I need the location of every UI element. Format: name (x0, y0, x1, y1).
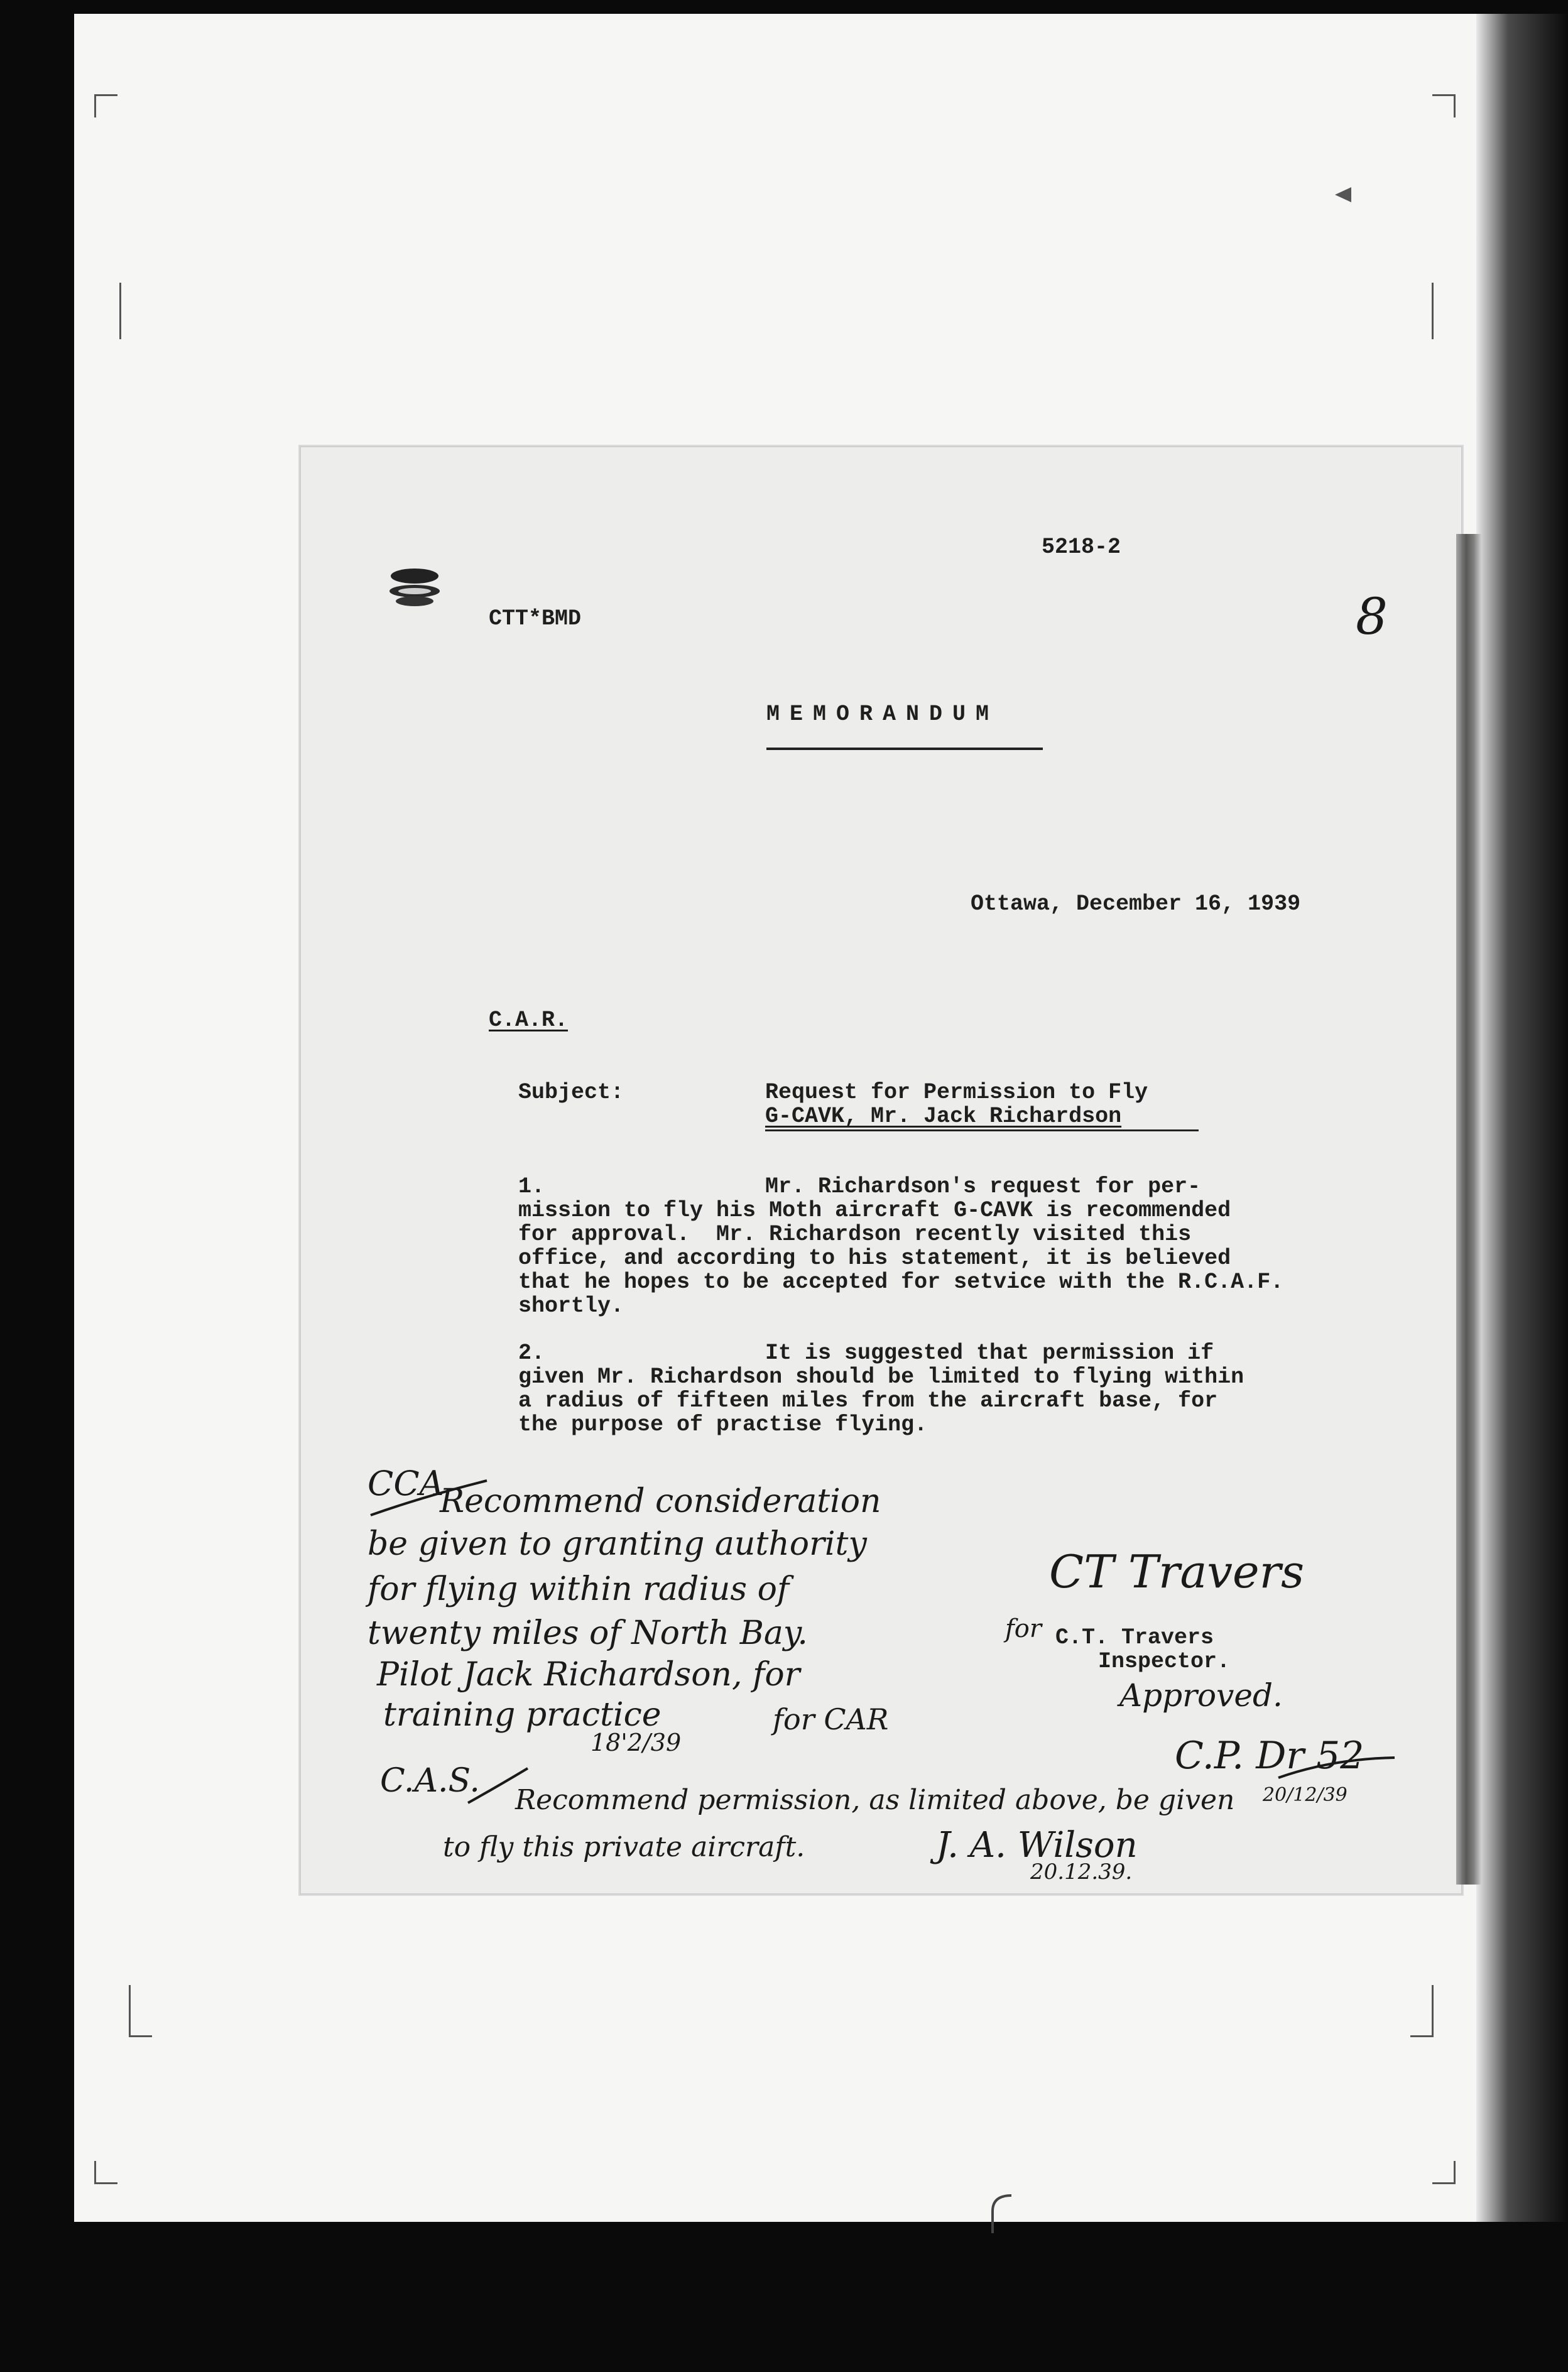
staple-hole-icon (386, 562, 443, 609)
memo-title-underline (766, 748, 1043, 750)
subject-underline-extension (765, 1129, 1199, 1131)
para1-line: for approval. Mr. Richardson recently visited this (518, 1222, 1192, 1247)
signature-second: C.P. Dr 52 (1175, 1734, 1364, 1778)
cas-line-2: to fly this private aircraft. (443, 1831, 805, 1863)
para1-line: Mr. Richardson's request for per- (765, 1174, 1201, 1199)
cca-line: twenty miles of North Bay. (368, 1614, 808, 1652)
subject-label: Subject: (518, 1080, 624, 1105)
crop-mark-bottom-right (1432, 2161, 1456, 2184)
per-mark: for (1005, 1614, 1042, 1643)
para1-number: 1. (518, 1174, 545, 1199)
crop-mark-right-mid (1410, 283, 1434, 339)
addressee: C.A.R. (489, 1008, 569, 1033)
cas-heading: C.A.S. (380, 1762, 480, 1800)
para1-line: mission to fly his Moth aircraft G-CAVK is recommended (518, 1198, 1231, 1223)
handwritten-page-mark: 8 (1356, 587, 1388, 646)
para2-line: It is suggested that permission if (765, 1341, 1214, 1366)
cca-line: training practice (383, 1696, 662, 1734)
file-number: 5218-2 (1042, 535, 1121, 560)
cca-line: be given to granting authority (368, 1525, 867, 1563)
crop-mark-left-mid (119, 283, 143, 339)
cca-heading: CCA (368, 1464, 444, 1503)
crop-mark-left-low (129, 1985, 152, 2037)
crop-mark-bottom-left (94, 2161, 117, 2184)
para1-line: shortly. (518, 1293, 624, 1319)
arrow-mark-icon (1335, 187, 1351, 202)
cca-line: Recommend consideration (440, 1482, 881, 1520)
cca-date: 18'2/39 (591, 1729, 682, 1756)
signature-travers: CT Travers (1049, 1545, 1305, 1598)
cas-signature-date: 20.12.39. (1030, 1859, 1133, 1885)
cca-line: for flying within radius of (368, 1570, 790, 1608)
crop-mark-right-low (1410, 1985, 1434, 2037)
cca-initials: for CAR (773, 1702, 889, 1736)
cas-date-right: 20/12/39 (1263, 1784, 1348, 1806)
para2-line: the purpose of practise flying. (518, 1412, 928, 1437)
memo-title: MEMORANDUM (766, 702, 999, 727)
crop-mark-top-left (94, 94, 117, 117)
bottom-scan-mark (980, 2192, 1018, 2236)
memo-sheet-shadow (1456, 534, 1481, 1885)
signatory-name: C.T. Travers (1055, 1625, 1214, 1650)
para2-line: a radius of fifteen miles from the aircraft base, for (518, 1388, 1218, 1413)
para1-line: office, and according to his statement, it is believed (518, 1246, 1231, 1271)
cca-line: Pilot Jack Richardson, for (377, 1656, 800, 1694)
para1-line: that he hopes to be accepted for setvice with the R.C.A.F. (518, 1270, 1284, 1295)
crop-mark-top-right (1432, 94, 1456, 117)
subject-line-2: G-CAVK, Mr. Jack Richardson (765, 1104, 1122, 1129)
para2-number: 2. (518, 1341, 545, 1366)
subject-line-1: Request for Permission to Fly (765, 1080, 1148, 1105)
cas-line-1: Recommend permission, as limited above, be given (515, 1784, 1235, 1816)
scan-edge-shadow (1476, 14, 1568, 2222)
reference-initials: CTT*BMD (489, 606, 582, 631)
para2-line: given Mr. Richardson should be limited to flying within (518, 1364, 1244, 1390)
approved-note: Approved. (1119, 1677, 1283, 1714)
signature-cas: J. A. Wilson (936, 1825, 1138, 1866)
date-line: Ottawa, December 16, 1939 (971, 891, 1301, 917)
signatory-title: Inspector. (1098, 1649, 1231, 1674)
